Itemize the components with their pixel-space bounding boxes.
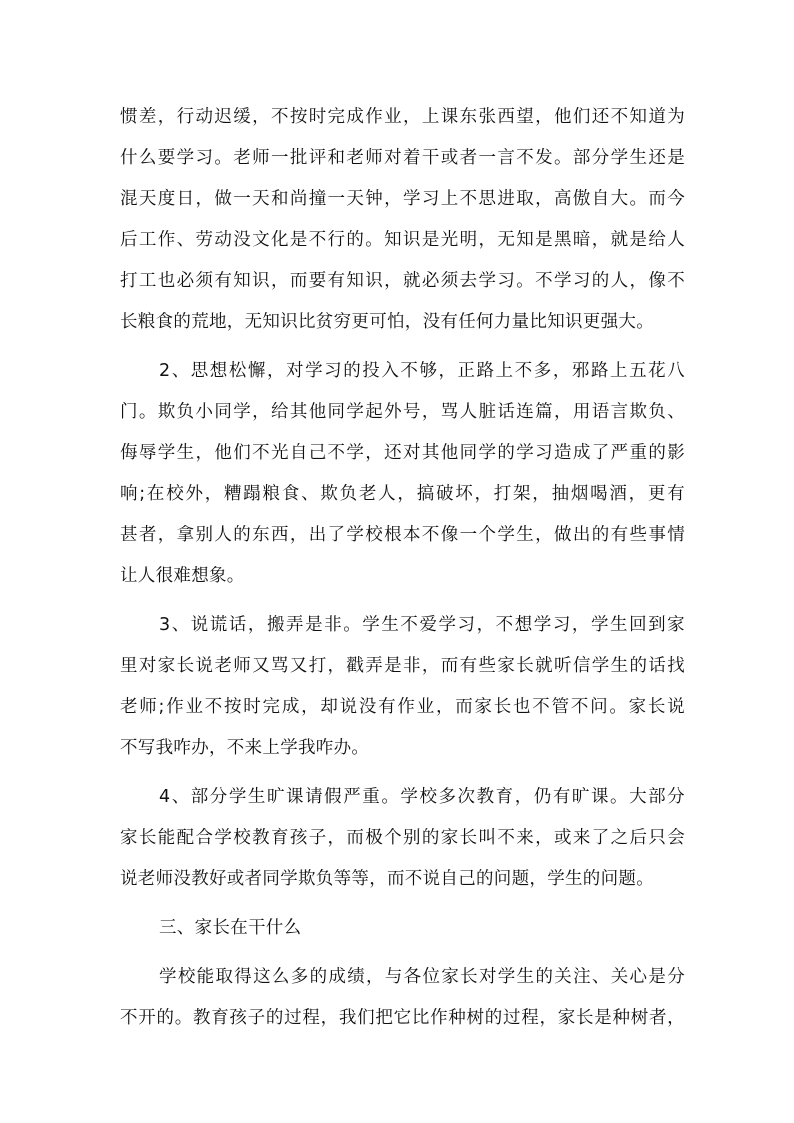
text-line: 2、思想松懈，对学习的投入不够，正路上不多，邪路上五花八 bbox=[159, 361, 685, 381]
text-line: 甚者，拿别人的东西，出了学校根本不像一个学生，做出的有些事情 bbox=[120, 525, 685, 545]
text-line: 让人很难想象。 bbox=[120, 566, 245, 586]
document-body bbox=[120, 97, 685, 1039]
text-line: 3、说谎话，搬弄是非。学生不爱学习，不想学习，学生回到家 bbox=[159, 615, 685, 635]
text-line: 后工作、劳动没文化是不行的。知识是光明，无知是黑暗，就是给人 bbox=[120, 230, 685, 250]
text-line: 惯差，行动迟缓，不按时完成作业，上课东张西望，他们还不知道为 bbox=[120, 107, 685, 127]
text-line: 响;在校外，糟蹋粮食、欺负老人，搞破坏，打架，抽烟喝酒，更有 bbox=[120, 484, 685, 504]
text-line: 什么要学习。老师一批评和老师对着干或者一言不发。部分学生还是 bbox=[120, 148, 685, 168]
text-line: 家长能配合学校教育孩子，而极个别的家长叫不来，或来了之后只会 bbox=[120, 828, 685, 848]
text-line: 打工也必须有知识，而要有知识，就必须去学习。不学习的人，像不 bbox=[120, 271, 685, 291]
text-line: 不开的。教育孩子的过程，我们把它比作种树的过程，家长是种树者， bbox=[120, 1008, 685, 1028]
text-line: 门。欺负小同学，给其他同学起外号，骂人脏话连篇，用语言欺负、 bbox=[120, 402, 685, 422]
text-line: 不写我咋办，不来上学我咋办。 bbox=[120, 738, 370, 758]
text-line: 学校能取得这么多的成绩，与各位家长对学生的关注、关心是分 bbox=[159, 967, 685, 987]
text-line: 说老师没教好或者同学欺负等等，而不说自己的问题，学生的问题。 bbox=[120, 869, 654, 889]
text-line: 4、部分学生旷课请假严重。学校多次教育，仍有旷课。大部分 bbox=[159, 787, 685, 807]
text-line: 三、家长在干什么 bbox=[159, 918, 302, 938]
text-line: 侮辱学生，他们不光自己不学，还对其他同学的学习造成了严重的影 bbox=[120, 443, 685, 463]
text-line: 老师;作业不按时完成，却说没有作业，而家长也不管不问。家长说 bbox=[120, 697, 685, 717]
text-line: 混天度日，做一天和尚撞一天钟，学习上不思进取，高傲自大。而今 bbox=[120, 189, 685, 209]
text-line: 里对家长说老师又骂又打，戳弄是非，而有些家长就听信学生的话找 bbox=[120, 656, 685, 676]
text-line: 长粮食的荒地，无知识比贫穷更可怕，没有任何力量比知识更强大。 bbox=[120, 312, 654, 332]
